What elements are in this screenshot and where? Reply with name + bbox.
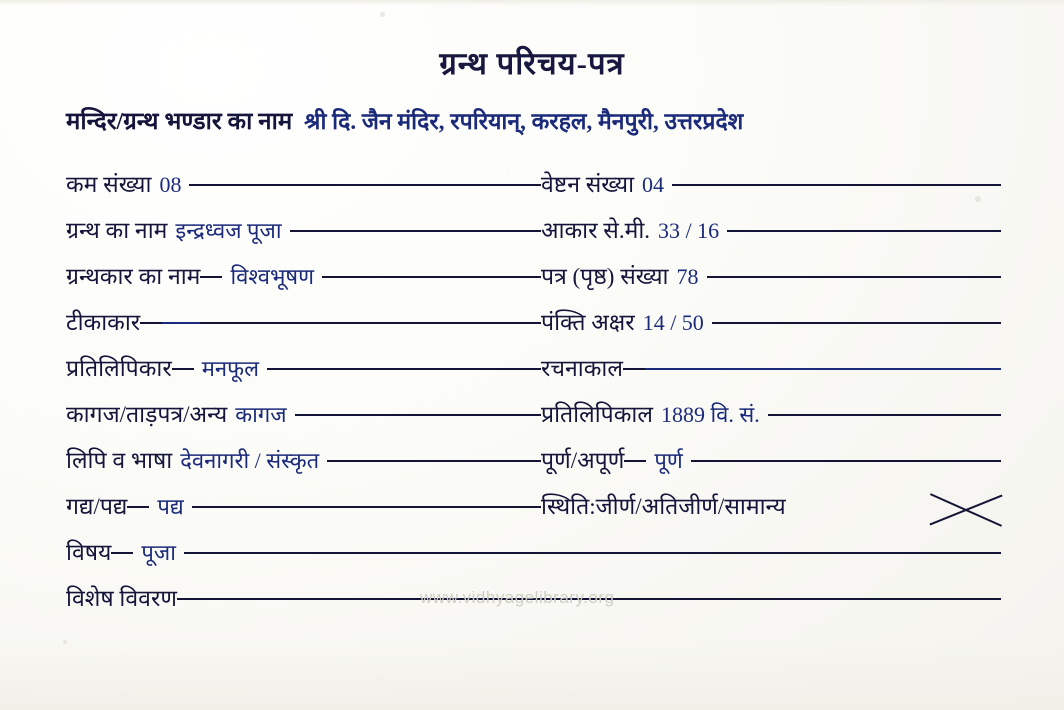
- field-kagaz-tadpatra-anya: [66, 397, 541, 429]
- field-value: 1889 वि. सं.: [660, 402, 760, 427]
- field-value: पूजा: [141, 540, 176, 565]
- field-rule: [290, 230, 541, 232]
- field-label: पूर्ण/अपूर्ण: [541, 448, 625, 473]
- field-rule: [672, 184, 1001, 186]
- field-label: वेष्टन संख्या: [541, 172, 635, 197]
- field-granth-ka-naam: [66, 213, 541, 245]
- field-row: [66, 344, 1001, 390]
- field-value: विश्वभूषण: [230, 264, 315, 289]
- field-pratilipikar: [66, 351, 541, 383]
- field-rule: [624, 460, 646, 462]
- field-rule: [267, 368, 541, 370]
- field-value: मनफूल: [201, 356, 260, 381]
- field-row: [66, 160, 1001, 206]
- paper-speck: [380, 12, 385, 17]
- field-granthkar-ka-naam: [66, 259, 541, 291]
- field-row: [66, 390, 1001, 436]
- field-value: कागज: [235, 402, 287, 427]
- field-label: प्रतिलिपिकार: [66, 356, 172, 381]
- field-rule: [172, 368, 194, 370]
- field-rule: [189, 184, 541, 186]
- field-gadya-padya: [66, 489, 541, 521]
- strikethrough-mark: [927, 493, 1005, 525]
- field-rule: [707, 276, 1002, 278]
- field-label: कागज/ताड़पत्र/अन्य: [66, 402, 228, 427]
- field-value: 33 / 16: [658, 218, 720, 243]
- field-value: देवनागरी / संस्कृत: [180, 448, 320, 473]
- field-label: रचनाकाल: [541, 356, 623, 381]
- field-label: लिपि व भाषा: [66, 448, 173, 473]
- field-row: [66, 298, 1001, 344]
- field-rule: [140, 322, 162, 324]
- field-label: गद्य/पद्य: [66, 494, 128, 519]
- field-sthiti: [541, 489, 1001, 521]
- field-value: 04: [642, 172, 665, 197]
- field-rule: [127, 506, 149, 508]
- field-rule: [768, 414, 1001, 416]
- field-rule-blue: [645, 368, 1001, 370]
- field-rule: [691, 460, 1001, 462]
- field-value: पद्य: [157, 494, 184, 519]
- field-value: इन्द्रध्वज पूजा: [175, 218, 282, 243]
- field-row: [66, 528, 1001, 574]
- page-title: ग्रन्थ परिचय-पत्र: [439, 46, 625, 81]
- field-label: कम संख्या: [66, 172, 152, 197]
- field-veshtan-sankhya: [541, 167, 1001, 199]
- field-rule-blue: [162, 322, 200, 324]
- field-rule: [184, 552, 1001, 554]
- field-label: टीकाकार: [66, 310, 141, 335]
- field-kram-sankhya: [66, 167, 541, 199]
- field-value: पूर्ण: [654, 448, 683, 473]
- temple-name-row: [66, 104, 1034, 137]
- field-rule: [623, 368, 645, 370]
- temple-name-value: श्री दि. जैन मंदिर, रपरियान्, करहल, मैनपुरी, उत्तरप्रदेश: [304, 109, 744, 134]
- paper-edge-bottom: [0, 640, 1064, 710]
- temple-name-label: मन्दिर/ग्रन्थ भण्डार का नाम: [66, 109, 293, 135]
- field-label: पत्र (पृष्ठ) संख्या: [541, 264, 669, 289]
- field-label: विषय: [66, 540, 112, 565]
- field-rachnakaal: [541, 351, 1001, 383]
- paper-speck: [63, 640, 67, 644]
- field-purn-apurn: [541, 443, 1001, 475]
- field-pratilipikaal: [541, 397, 1001, 429]
- field-label: पंक्ति अक्षर: [541, 310, 635, 335]
- field-value: 08: [159, 172, 182, 197]
- field-tikakar: [66, 305, 541, 337]
- field-row: [66, 482, 1001, 528]
- field-label: विशेष विवरण: [66, 586, 177, 611]
- field-aakar-cm: [541, 213, 1001, 245]
- field-patra-sankhya: [541, 259, 1001, 291]
- field-pankti-akshar: [541, 305, 1001, 337]
- watermark: www.vidhyagelibrary.org: [420, 588, 615, 607]
- field-rule: [192, 506, 541, 508]
- field-row: [66, 252, 1001, 298]
- field-lipi-va-bhasha: [66, 443, 541, 475]
- field-rule: [327, 460, 541, 462]
- field-rule: [200, 322, 541, 324]
- fields-grid: [66, 160, 1001, 620]
- field-rule: [322, 276, 541, 278]
- field-row: [66, 436, 1001, 482]
- field-rule: [200, 276, 222, 278]
- field-rule: [727, 230, 1001, 232]
- field-vishay: [66, 535, 1001, 567]
- field-rule: [295, 414, 541, 416]
- field-label: प्रतिलिपिकाल: [541, 402, 653, 427]
- field-row: [66, 206, 1001, 252]
- field-value: 14 / 50: [642, 310, 704, 335]
- field-label: ग्रन्थकार का नाम: [66, 264, 201, 289]
- paper-edge-top: [0, 0, 1064, 6]
- field-rule: [111, 552, 133, 554]
- field-rule: [712, 322, 1001, 324]
- field-value: 78: [676, 264, 699, 289]
- field-label: स्थिति:जीर्ण/अतिजीर्ण/सामान्य: [541, 494, 786, 519]
- field-label: ग्रन्थ का नाम: [66, 218, 168, 243]
- field-label: आकार से.मी.: [541, 218, 651, 243]
